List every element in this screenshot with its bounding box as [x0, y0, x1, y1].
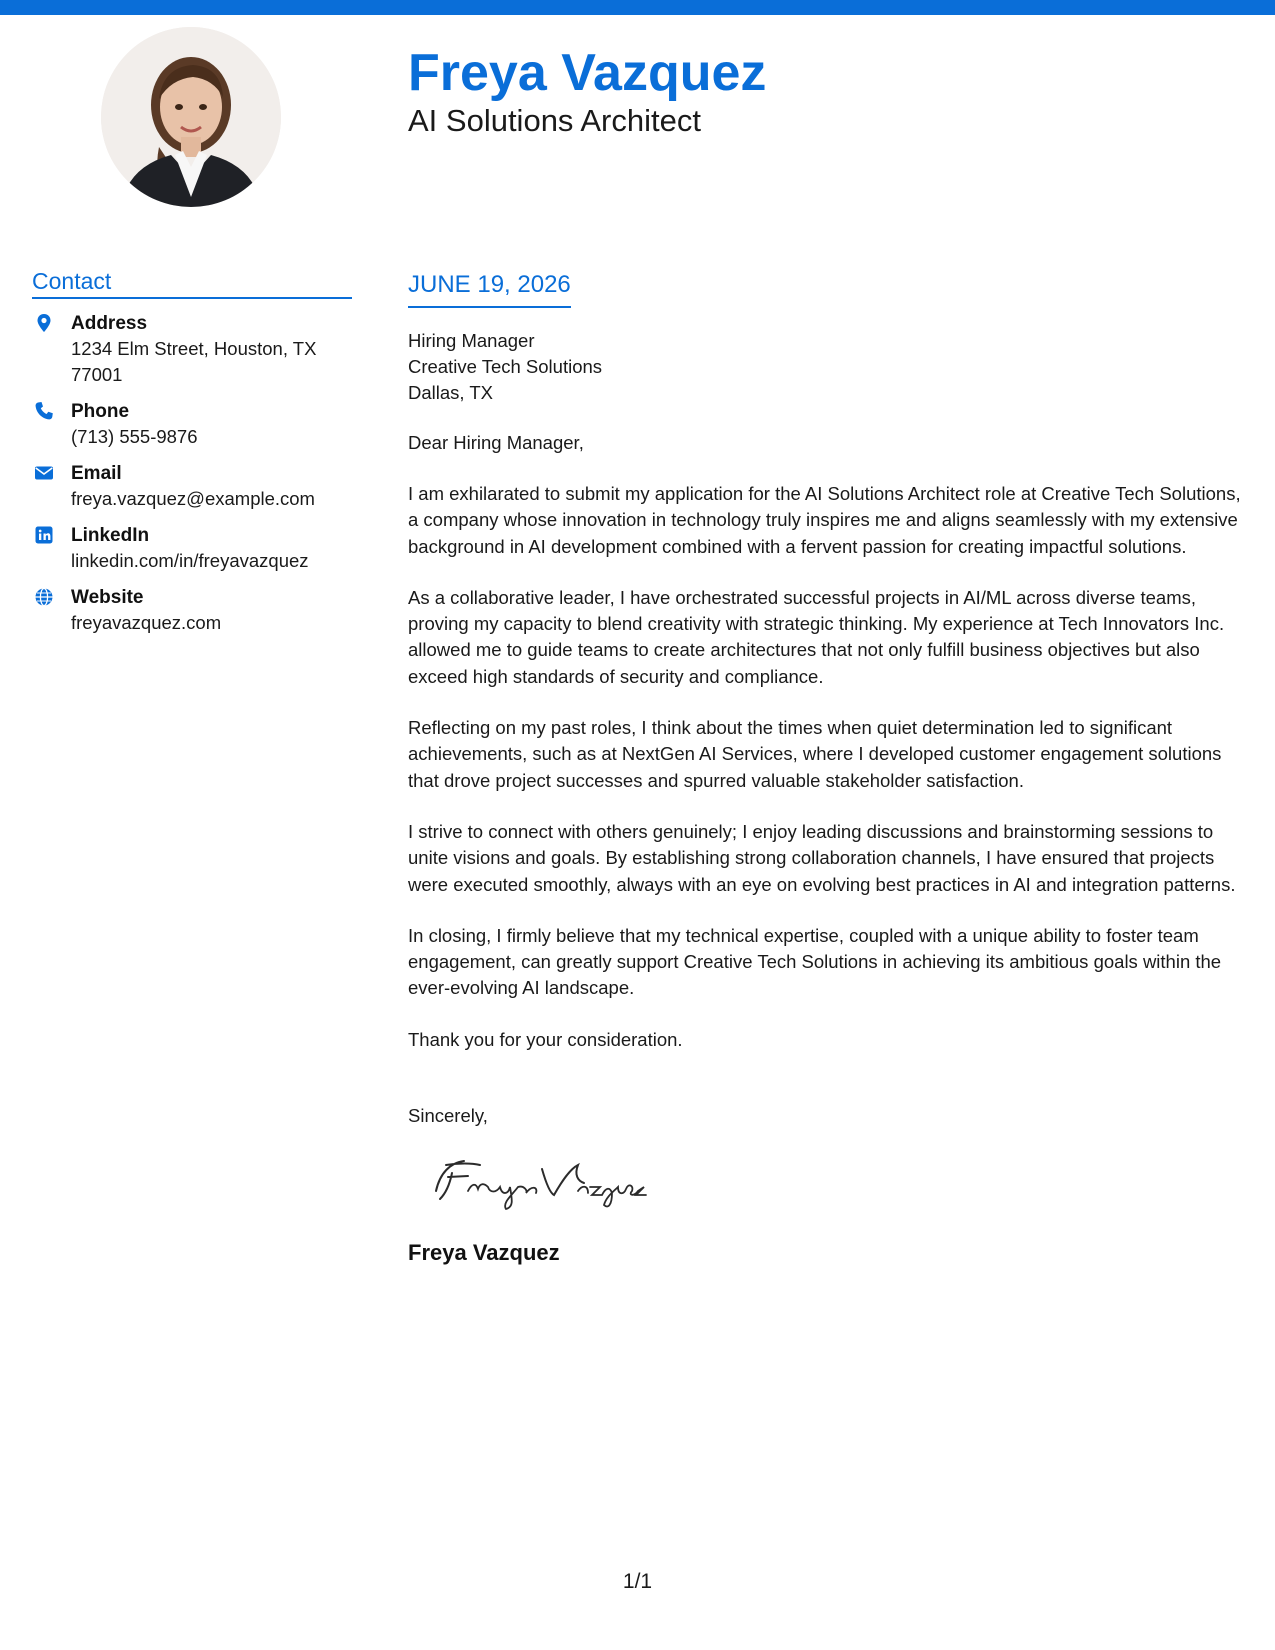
avatar-portrait [101, 27, 281, 207]
contact-item-website [32, 586, 352, 636]
envelope-icon [34, 463, 54, 483]
signature-image [428, 1151, 648, 1211]
letter-paragraph: Thank you for your consideration. [408, 1028, 683, 1050]
handwritten-signature [428, 1151, 648, 1211]
applicant-name: Freya Vazquez [408, 44, 767, 102]
phone-icon [34, 401, 54, 421]
top-accent-bar [0, 0, 1275, 15]
letter-paragraph: Reflecting on my past roles, I think about the times when quiet determination led to significant achievements, such as at NextGen AI Services, where I developed customer engagement solutions that drove project successes and spurred valuable stakeholder satisfaction. [408, 717, 1222, 791]
contact-sidebar [32, 266, 352, 648]
signed-name: Freya Vazquez [408, 1240, 560, 1266]
contact-item-linkedin [32, 524, 352, 574]
contact-item-phone [32, 400, 352, 450]
contact-label: Address [71, 313, 148, 334]
recipient-line: Dallas, TX [408, 382, 493, 403]
linkedin-value[interactable]: linkedin.com/in/freyavazquez [71, 550, 309, 571]
contact-label: LinkedIn [71, 525, 150, 546]
address-value: 1234 Elm Street, Houston, TX 77001 [71, 338, 317, 385]
letter-paragraph: In closing, I firmly believe that my technical expertise, coupled with a unique ability to foster team engagement, can greatly support Creative Tech Solutions in achieving its ambitious goals within the ever-evolving AI landscape. [408, 924, 1222, 999]
contact-heading: Contact [32, 266, 352, 299]
letter-paragraph: I strive to connect with others genuinely; I enjoy leading discussions and brainstorming sessions to unite visions and goals. By establishing strong collaboration channels, I have ensured that projects were executed smoothly, always with an eye on evolving best practices in AI and integration patterns. [408, 820, 1236, 895]
contact-item-email [32, 462, 352, 512]
avatar [101, 27, 281, 207]
contact-item-address [32, 312, 352, 388]
recipient-line: Creative Tech Solutions [408, 356, 603, 377]
page-number: 1/1 [622, 1570, 653, 1593]
letter-date: JUNE 19, 2026 [408, 270, 571, 308]
closing: Sincerely, [408, 1105, 488, 1127]
contact-label: Email [71, 463, 122, 484]
globe-icon [34, 587, 54, 607]
letter-paragraph: As a collaborative leader, I have orchestrated successful projects in AI/ML across diverse teams, proving my capacity to blend creativity with strategic thinking. My experience at Tech Innovators Inc. allowed me to guide teams to create architectures that not only fulfill business objectives but also exceed high standards of security and compliance. [408, 586, 1225, 687]
salutation: Dear Hiring Manager, [408, 432, 584, 453]
contact-label: Website [71, 587, 144, 608]
linkedin-icon [34, 525, 54, 545]
letter-body [408, 270, 1250, 1267]
recipient-line: Hiring Manager [408, 330, 535, 351]
email-value[interactable]: freya.vazquez@example.com [71, 488, 315, 509]
letter-paragraph: I am exhilarated to submit my application for the AI Solutions Architect role at Creative Tech Solutions, a company whose innovation in technology truly inspires me and aligns seamlessly with my extensive background in AI development combined with a fervent passion for creating impactful solutions. [408, 483, 1241, 557]
website-value[interactable]: freyavazquez.com [71, 612, 222, 633]
phone-value: (713) 555-9876 [71, 426, 198, 447]
map-pin-icon [34, 313, 54, 333]
contact-label: Phone [71, 401, 130, 422]
recipient-block [408, 328, 1250, 406]
job-title: AI Solutions Architect [408, 103, 701, 138]
